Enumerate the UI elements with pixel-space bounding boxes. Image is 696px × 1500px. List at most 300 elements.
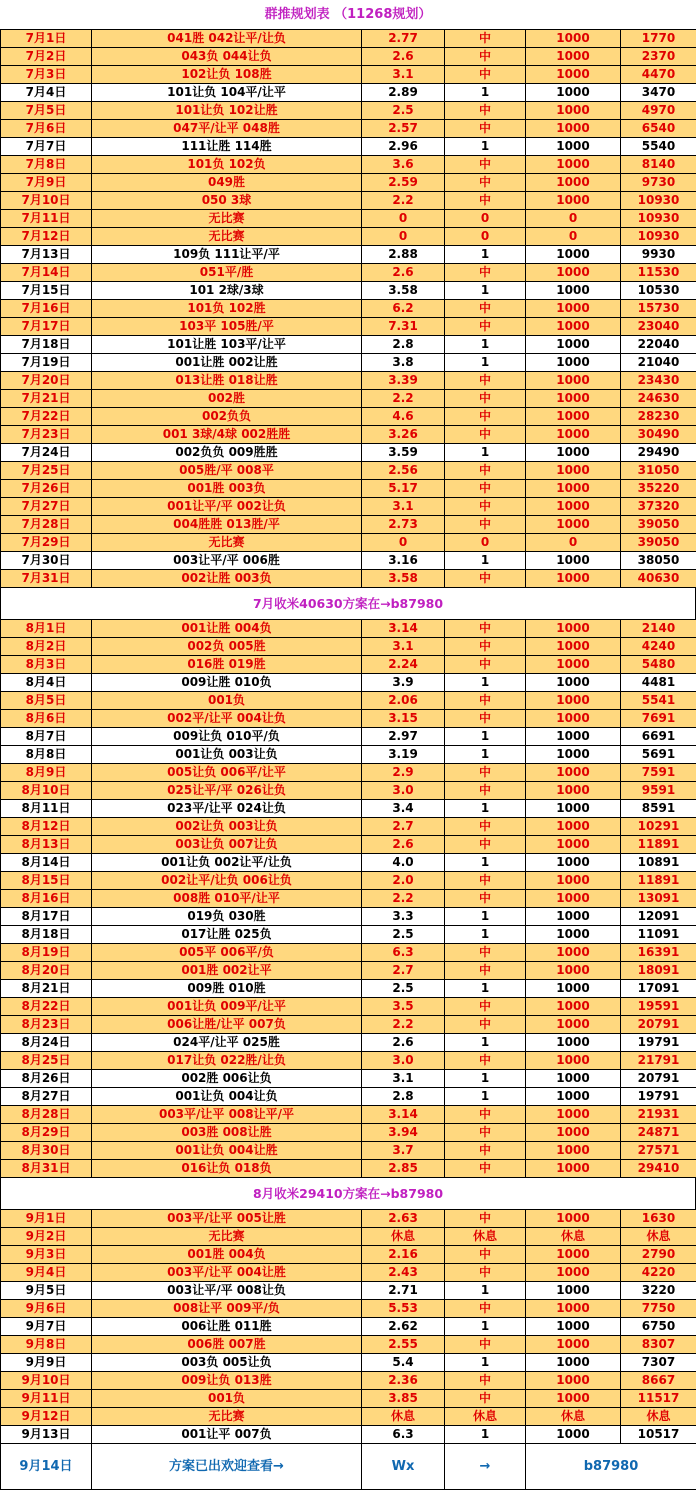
table-row: [1, 192, 696, 210]
result-cell: 中: [445, 836, 526, 854]
august-table: [0, 619, 696, 1178]
total-cell: 29490: [621, 444, 696, 462]
picks-cell: 002让胜 003负: [92, 570, 362, 588]
date-cell: 8月24日: [1, 1034, 92, 1052]
picks-cell: 001让负 002让平/让负: [92, 854, 362, 872]
table-row: [1, 1246, 696, 1264]
stake-cell: 1000: [526, 480, 621, 498]
table-row: [1, 156, 696, 174]
date-cell: 7月8日: [1, 156, 92, 174]
result-cell: 1: [445, 800, 526, 818]
picks-cell: 001负: [92, 1390, 362, 1408]
picks-cell: 103平 105胜/平: [92, 318, 362, 336]
picks-cell: 001让负 004让负: [92, 1088, 362, 1106]
picks-cell: 017让胜 025负: [92, 926, 362, 944]
odds-cell: 2.63: [362, 1210, 445, 1228]
odds-cell: 2.57: [362, 120, 445, 138]
stake-cell: 1000: [526, 516, 621, 534]
result-cell: 1: [445, 1354, 526, 1372]
stake-cell: 1000: [526, 570, 621, 588]
odds-cell: 6.2: [362, 300, 445, 318]
total-cell: 22040: [621, 336, 696, 354]
picks-cell: 001让胜 002让胜: [92, 354, 362, 372]
stake-cell: 1000: [526, 1354, 621, 1372]
result-cell: 中: [445, 192, 526, 210]
table-row: [1, 908, 696, 926]
stake-cell: 1000: [526, 390, 621, 408]
odds-cell: 3.6: [362, 156, 445, 174]
footer-row: [1, 1444, 696, 1490]
result-cell: 0: [445, 534, 526, 552]
odds-cell: 6.3: [362, 944, 445, 962]
date-cell: 7月19日: [1, 354, 92, 372]
stake-cell: 1000: [526, 192, 621, 210]
picks-cell: 003平/让平 004让胜: [92, 1264, 362, 1282]
total-cell: 17091: [621, 980, 696, 998]
odds-cell: 2.56: [362, 462, 445, 480]
table-row: [1, 656, 696, 674]
picks-cell: 001胜 003负: [92, 480, 362, 498]
result-cell: 1: [445, 674, 526, 692]
total-cell: 10930: [621, 192, 696, 210]
table-row: [1, 102, 696, 120]
table-row: [1, 1264, 696, 1282]
odds-cell: 0: [362, 228, 445, 246]
stake-cell: 1000: [526, 48, 621, 66]
table-row: [1, 890, 696, 908]
date-cell: 7月9日: [1, 174, 92, 192]
picks-cell: 001胜 002让平: [92, 962, 362, 980]
total-cell: 39050: [621, 516, 696, 534]
picks-cell: 101 2球/3球: [92, 282, 362, 300]
table-row: [1, 944, 696, 962]
date-cell: 7月24日: [1, 444, 92, 462]
result-cell: 1: [445, 1070, 526, 1088]
stake-cell: 1000: [526, 246, 621, 264]
odds-cell: 3.1: [362, 498, 445, 516]
july-summary: 7月收米40630方案在→b87980: [0, 588, 696, 619]
date-cell: 8月15日: [1, 872, 92, 890]
stake-cell: 1000: [526, 1106, 621, 1124]
odds-cell: 3.5: [362, 998, 445, 1016]
table-row: [1, 372, 696, 390]
table-row: [1, 818, 696, 836]
stake-cell: 1000: [526, 300, 621, 318]
odds-cell: 休息: [362, 1408, 445, 1426]
total-cell: 9591: [621, 782, 696, 800]
stake-cell: 1000: [526, 1160, 621, 1178]
picks-cell: 002胜 006让负: [92, 1070, 362, 1088]
result-cell: 中: [445, 1106, 526, 1124]
result-cell: 1: [445, 908, 526, 926]
footer-id: b87980: [526, 1444, 696, 1490]
table-row: [1, 426, 696, 444]
stake-cell: 1000: [526, 764, 621, 782]
odds-cell: 2.36: [362, 1372, 445, 1390]
date-cell: 7月11日: [1, 210, 92, 228]
total-cell: 5540: [621, 138, 696, 156]
odds-cell: 3.58: [362, 570, 445, 588]
table-row: [1, 1282, 696, 1300]
odds-cell: 3.9: [362, 674, 445, 692]
date-cell: 8月13日: [1, 836, 92, 854]
total-cell: 10930: [621, 228, 696, 246]
table-row: [1, 1372, 696, 1390]
odds-cell: 3.19: [362, 746, 445, 764]
date-cell: 8月23日: [1, 1016, 92, 1034]
result-cell: 1: [445, 84, 526, 102]
total-cell: 8307: [621, 1336, 696, 1354]
picks-cell: 无比赛: [92, 1228, 362, 1246]
table-row: [1, 926, 696, 944]
total-cell: 休息: [621, 1228, 696, 1246]
total-cell: 16391: [621, 944, 696, 962]
result-cell: 中: [445, 480, 526, 498]
picks-cell: 002让平/让负 006让负: [92, 872, 362, 890]
odds-cell: 2.96: [362, 138, 445, 156]
table-row: [1, 1160, 696, 1178]
picks-cell: 101负 102胜: [92, 300, 362, 318]
result-cell: 中: [445, 656, 526, 674]
table-row: [1, 998, 696, 1016]
odds-cell: 6.3: [362, 1426, 445, 1444]
odds-cell: 2.8: [362, 336, 445, 354]
stake-cell: 0: [526, 228, 621, 246]
date-cell: 7月27日: [1, 498, 92, 516]
total-cell: 13091: [621, 890, 696, 908]
date-cell: 7月1日: [1, 30, 92, 48]
date-cell: 8月14日: [1, 854, 92, 872]
table-row: [1, 1034, 696, 1052]
result-cell: 中: [445, 408, 526, 426]
date-cell: 8月17日: [1, 908, 92, 926]
result-cell: 1: [445, 138, 526, 156]
result-cell: 中: [445, 1390, 526, 1408]
result-cell: 中: [445, 710, 526, 728]
total-cell: 19791: [621, 1088, 696, 1106]
stake-cell: 1000: [526, 1426, 621, 1444]
total-cell: 7307: [621, 1354, 696, 1372]
result-cell: 中: [445, 962, 526, 980]
date-cell: 9月7日: [1, 1318, 92, 1336]
result-cell: 中: [445, 1124, 526, 1142]
result-cell: 中: [445, 390, 526, 408]
result-cell: 0: [445, 228, 526, 246]
picks-cell: 003让负 007让负: [92, 836, 362, 854]
date-cell: 8月26日: [1, 1070, 92, 1088]
stake-cell: 1000: [526, 1016, 621, 1034]
picks-cell: 001让负 003让负: [92, 746, 362, 764]
picks-cell: 101负 102负: [92, 156, 362, 174]
stake-cell: 1000: [526, 408, 621, 426]
date-cell: 7月4日: [1, 84, 92, 102]
date-cell: 7月14日: [1, 264, 92, 282]
picks-cell: 019负 030胜: [92, 908, 362, 926]
total-cell: 21931: [621, 1106, 696, 1124]
picks-cell: 009让负 013胜: [92, 1372, 362, 1390]
stake-cell: 1000: [526, 836, 621, 854]
table-row: [1, 570, 696, 588]
picks-cell: 109负 111让平/平: [92, 246, 362, 264]
total-cell: 8591: [621, 800, 696, 818]
total-cell: 27571: [621, 1142, 696, 1160]
odds-cell: 3.14: [362, 620, 445, 638]
total-cell: 休息: [621, 1408, 696, 1426]
date-cell: 7月30日: [1, 552, 92, 570]
odds-cell: 3.16: [362, 552, 445, 570]
odds-cell: 休息: [362, 1228, 445, 1246]
table-row: [1, 1336, 696, 1354]
total-cell: 3470: [621, 84, 696, 102]
result-cell: 中: [445, 998, 526, 1016]
total-cell: 28230: [621, 408, 696, 426]
table-row: [1, 390, 696, 408]
stake-cell: 休息: [526, 1228, 621, 1246]
table-row: [1, 746, 696, 764]
stake-cell: 1000: [526, 908, 621, 926]
date-cell: 8月3日: [1, 656, 92, 674]
table-row: [1, 1228, 696, 1246]
picks-cell: 无比赛: [92, 534, 362, 552]
stake-cell: 1000: [526, 30, 621, 48]
total-cell: 8667: [621, 1372, 696, 1390]
table-row: [1, 692, 696, 710]
odds-cell: 2.24: [362, 656, 445, 674]
stake-cell: 1000: [526, 1034, 621, 1052]
odds-cell: 2.6: [362, 1034, 445, 1052]
picks-cell: 043负 044让负: [92, 48, 362, 66]
table-row: [1, 408, 696, 426]
picks-cell: 002平/让平 004让负: [92, 710, 362, 728]
stake-cell: 1000: [526, 318, 621, 336]
stake-cell: 1000: [526, 66, 621, 84]
date-cell: 9月13日: [1, 1426, 92, 1444]
date-cell: 8月1日: [1, 620, 92, 638]
date-cell: 9月9日: [1, 1354, 92, 1372]
picks-cell: 009让负 010平/负: [92, 728, 362, 746]
picks-cell: 005平 006平/负: [92, 944, 362, 962]
result-cell: 中: [445, 1372, 526, 1390]
stake-cell: 1000: [526, 336, 621, 354]
odds-cell: 2.43: [362, 1264, 445, 1282]
result-cell: 中: [445, 174, 526, 192]
odds-cell: 3.85: [362, 1390, 445, 1408]
date-cell: 9月5日: [1, 1282, 92, 1300]
stake-cell: 1000: [526, 638, 621, 656]
picks-cell: 025让平/平 026让负: [92, 782, 362, 800]
result-cell: 中: [445, 372, 526, 390]
result-cell: 中: [445, 1246, 526, 1264]
table-row: [1, 854, 696, 872]
total-cell: 12091: [621, 908, 696, 926]
result-cell: 中: [445, 620, 526, 638]
total-cell: 5541: [621, 692, 696, 710]
picks-cell: 050 3球: [92, 192, 362, 210]
table-row: [1, 444, 696, 462]
odds-cell: 2.71: [362, 1282, 445, 1300]
picks-cell: 101让负 104平/让平: [92, 84, 362, 102]
picks-cell: 051平/胜: [92, 264, 362, 282]
date-cell: 8月18日: [1, 926, 92, 944]
footer-wx: Wx: [362, 1444, 445, 1490]
total-cell: 2370: [621, 48, 696, 66]
total-cell: 19791: [621, 1034, 696, 1052]
date-cell: 7月21日: [1, 390, 92, 408]
date-cell: 9月12日: [1, 1408, 92, 1426]
stake-cell: 1000: [526, 728, 621, 746]
result-cell: 中: [445, 318, 526, 336]
odds-cell: 2.85: [362, 1160, 445, 1178]
odds-cell: 2.5: [362, 926, 445, 944]
total-cell: 5691: [621, 746, 696, 764]
footer-date: 9月14日: [1, 1444, 92, 1490]
odds-cell: 2.8: [362, 1088, 445, 1106]
table-row: [1, 1390, 696, 1408]
result-cell: 中: [445, 1264, 526, 1282]
total-cell: 10930: [621, 210, 696, 228]
result-cell: 1: [445, 552, 526, 570]
table-row: [1, 138, 696, 156]
date-cell: 7月22日: [1, 408, 92, 426]
table-row: [1, 800, 696, 818]
result-cell: 1: [445, 444, 526, 462]
stake-cell: 1000: [526, 1210, 621, 1228]
footer-text: 方案已出欢迎查看→: [92, 1444, 362, 1490]
date-cell: 7月12日: [1, 228, 92, 246]
picks-cell: 006让胜 011胜: [92, 1318, 362, 1336]
total-cell: 3220: [621, 1282, 696, 1300]
total-cell: 2790: [621, 1246, 696, 1264]
total-cell: 35220: [621, 480, 696, 498]
odds-cell: 3.7: [362, 1142, 445, 1160]
table-row: [1, 674, 696, 692]
table-row: [1, 1142, 696, 1160]
odds-cell: 3.39: [362, 372, 445, 390]
picks-cell: 101让负 102让胜: [92, 102, 362, 120]
stake-cell: 1000: [526, 444, 621, 462]
picks-cell: 009胜 010胜: [92, 980, 362, 998]
date-cell: 7月26日: [1, 480, 92, 498]
stake-cell: 1000: [526, 926, 621, 944]
table-row: [1, 282, 696, 300]
picks-cell: 002负负 009胜胜: [92, 444, 362, 462]
date-cell: 8月31日: [1, 1160, 92, 1178]
odds-cell: 3.0: [362, 782, 445, 800]
stake-cell: 1000: [526, 1336, 621, 1354]
odds-cell: 4.0: [362, 854, 445, 872]
stake-cell: 0: [526, 534, 621, 552]
odds-cell: 3.94: [362, 1124, 445, 1142]
date-cell: 8月20日: [1, 962, 92, 980]
total-cell: 4220: [621, 1264, 696, 1282]
date-cell: 8月2日: [1, 638, 92, 656]
odds-cell: 2.89: [362, 84, 445, 102]
date-cell: 8月9日: [1, 764, 92, 782]
table-row: [1, 1210, 696, 1228]
table-row: [1, 1052, 696, 1070]
result-cell: 休息: [445, 1408, 526, 1426]
result-cell: 中: [445, 1052, 526, 1070]
result-cell: 中: [445, 462, 526, 480]
result-cell: 中: [445, 102, 526, 120]
odds-cell: 3.1: [362, 1070, 445, 1088]
stake-cell: 1000: [526, 692, 621, 710]
odds-cell: 2.6: [362, 48, 445, 66]
picks-cell: 001让负 004让胜: [92, 1142, 362, 1160]
date-cell: 7月3日: [1, 66, 92, 84]
odds-cell: 5.53: [362, 1300, 445, 1318]
august-summary: 8月收米29410方案在→b87980: [0, 1178, 696, 1209]
result-cell: 中: [445, 764, 526, 782]
table-row: [1, 336, 696, 354]
date-cell: 8月21日: [1, 980, 92, 998]
picks-cell: 008胜 010平/让平: [92, 890, 362, 908]
stake-cell: 1000: [526, 426, 621, 444]
stake-cell: 1000: [526, 710, 621, 728]
table-row: [1, 1088, 696, 1106]
date-cell: 7月7日: [1, 138, 92, 156]
picks-cell: 005胜/平 008平: [92, 462, 362, 480]
odds-cell: 5.4: [362, 1354, 445, 1372]
stake-cell: 1000: [526, 174, 621, 192]
result-cell: 1: [445, 246, 526, 264]
stake-cell: 1000: [526, 1124, 621, 1142]
result-cell: 1: [445, 1034, 526, 1052]
table-row: [1, 620, 696, 638]
date-cell: 9月11日: [1, 1390, 92, 1408]
table-row: [1, 246, 696, 264]
result-cell: 中: [445, 156, 526, 174]
odds-cell: 2.5: [362, 980, 445, 998]
date-cell: 7月13日: [1, 246, 92, 264]
total-cell: 20791: [621, 1016, 696, 1034]
table-row: [1, 318, 696, 336]
stake-cell: 1000: [526, 962, 621, 980]
odds-cell: 3.14: [362, 1106, 445, 1124]
result-cell: 1: [445, 728, 526, 746]
odds-cell: 0: [362, 534, 445, 552]
date-cell: 8月29日: [1, 1124, 92, 1142]
stake-cell: 1000: [526, 102, 621, 120]
date-cell: 7月31日: [1, 570, 92, 588]
table-row: [1, 1070, 696, 1088]
total-cell: 38050: [621, 552, 696, 570]
picks-cell: 008让平 009平/负: [92, 1300, 362, 1318]
date-cell: 9月10日: [1, 1372, 92, 1390]
odds-cell: 2.77: [362, 30, 445, 48]
result-cell: 休息: [445, 1228, 526, 1246]
stake-cell: 1000: [526, 1318, 621, 1336]
stake-cell: 1000: [526, 372, 621, 390]
total-cell: 23040: [621, 318, 696, 336]
result-cell: 中: [445, 1142, 526, 1160]
result-cell: 中: [445, 48, 526, 66]
total-cell: 21040: [621, 354, 696, 372]
total-cell: 10517: [621, 1426, 696, 1444]
table-row: [1, 174, 696, 192]
odds-cell: 7.31: [362, 318, 445, 336]
result-cell: 中: [445, 1016, 526, 1034]
total-cell: 21791: [621, 1052, 696, 1070]
total-cell: 6540: [621, 120, 696, 138]
picks-cell: 016胜 019胜: [92, 656, 362, 674]
stake-cell: 1000: [526, 120, 621, 138]
date-cell: 7月25日: [1, 462, 92, 480]
total-cell: 1630: [621, 1210, 696, 1228]
odds-cell: 2.5: [362, 102, 445, 120]
result-cell: 1: [445, 926, 526, 944]
odds-cell: 0: [362, 210, 445, 228]
